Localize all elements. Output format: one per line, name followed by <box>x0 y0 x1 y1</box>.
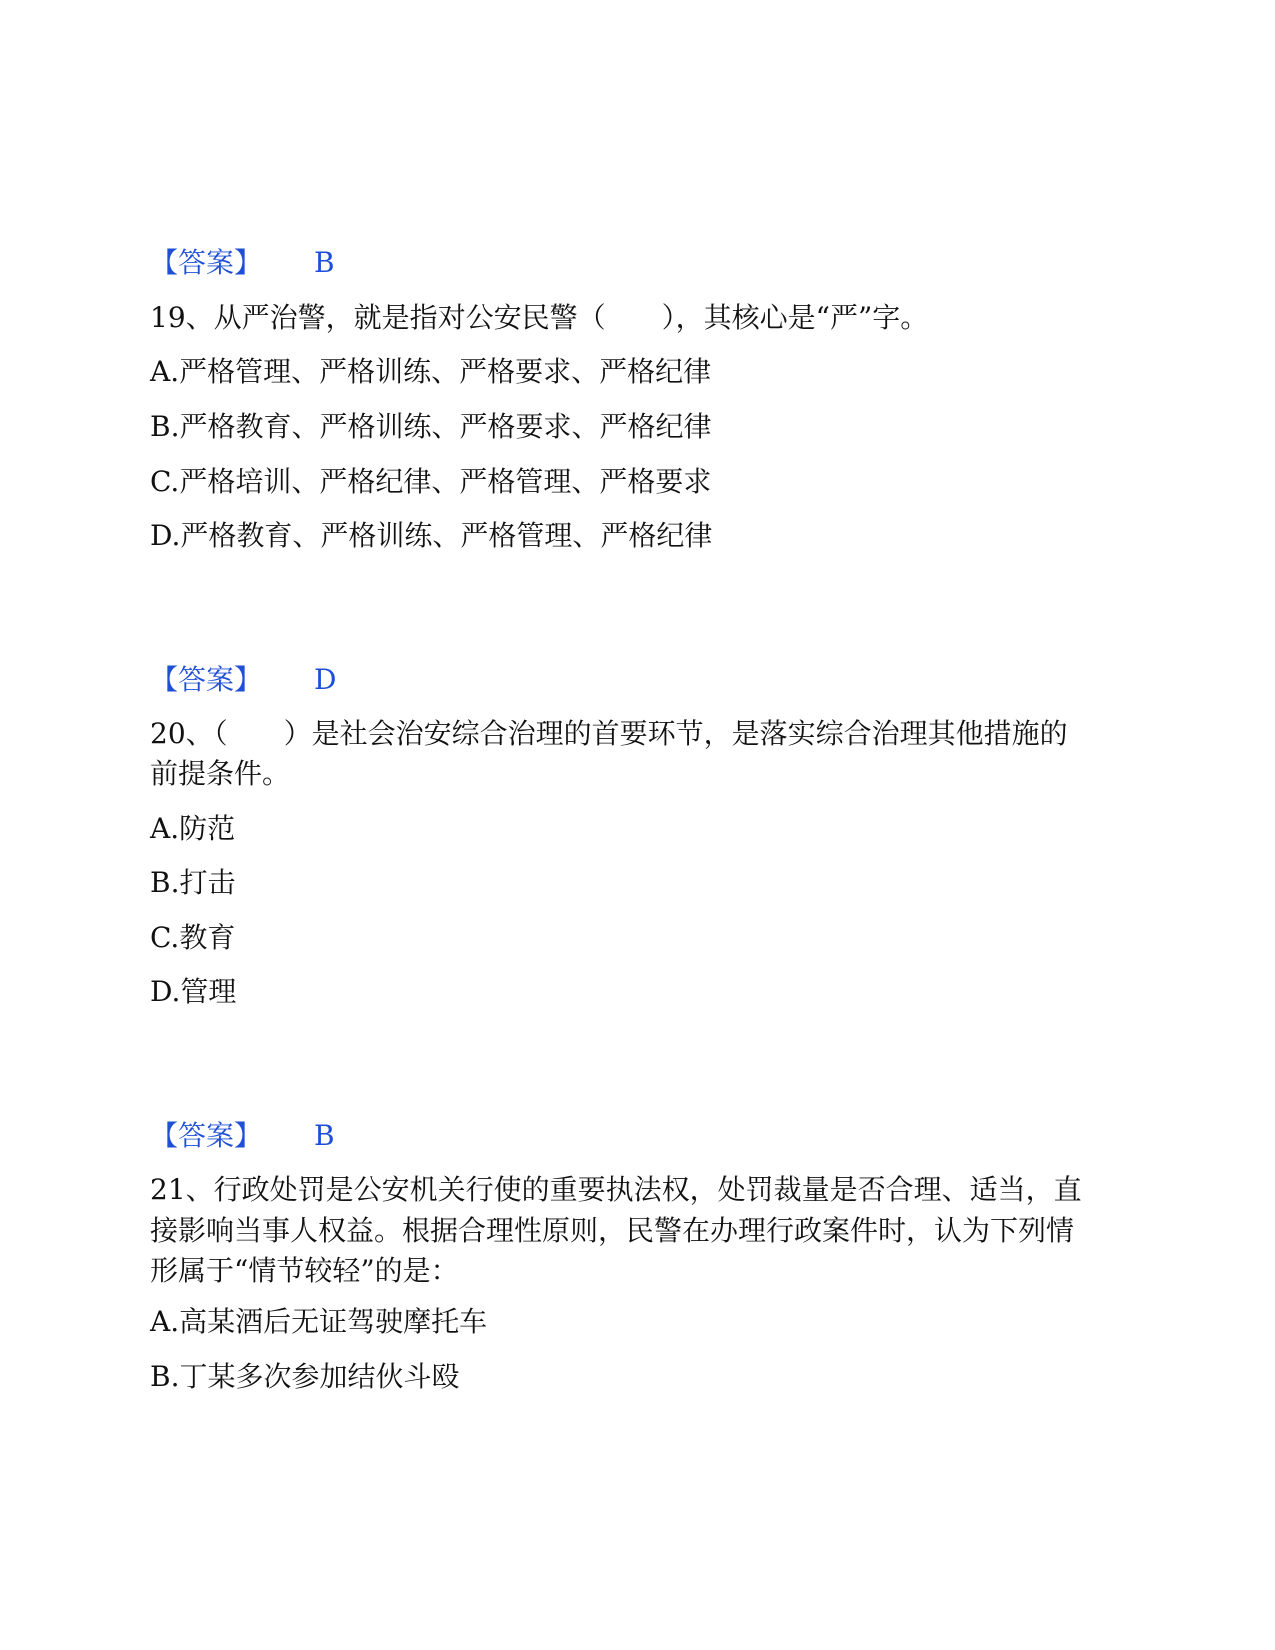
question-19: 19、从严治警，就是指对公安民警（ ），其核心是“严”字。 <box>150 301 929 334</box>
question-21-line-1: 21、行政处罚是公安机关行使的重要执法权，处罚裁量是否合理、适当，直 <box>150 1173 1082 1206</box>
question-20-line-2: 前提条件。 <box>150 757 291 790</box>
q20-option-a: A.防范 <box>150 812 236 845</box>
answer-row-20 <box>150 1116 335 1156</box>
q21-option-a: A.高某酒后无证驾驶摩托车 <box>150 1305 488 1338</box>
q20-option-c: C.教育 <box>150 921 236 954</box>
answer-row-19 <box>150 660 336 700</box>
question-21-line-2: 接影响当事人权益。根据合理性原则，民警在办理行政案件时，认为下列情 <box>150 1214 1075 1247</box>
q19-option-d: D.严格教育、严格训练、严格管理、严格纪律 <box>150 519 713 552</box>
answer-value: B <box>314 1119 335 1152</box>
answer-label: 【答案】 <box>150 663 263 696</box>
q20-option-b: B.打击 <box>150 866 236 899</box>
q19-option-c: C.严格培训、严格纪律、严格管理、严格要求 <box>150 465 712 498</box>
answer-value: D <box>314 663 337 696</box>
q19-option-b: B.严格教育、严格训练、严格要求、严格纪律 <box>150 410 712 443</box>
q20-option-d: D.管理 <box>150 975 237 1008</box>
question-21-line-3: 形属于“情节较轻”的是： <box>150 1254 459 1287</box>
answer-value: B <box>314 246 335 279</box>
q19-option-a: A.严格管理、严格训练、严格要求、严格纪律 <box>150 355 712 388</box>
question-20-line-1: 20、（ ）是社会治安综合治理的首要环节，是落实综合治理其他措施的 <box>150 717 1068 750</box>
answer-label: 【答案】 <box>150 1119 263 1152</box>
answer-label: 【答案】 <box>150 246 263 279</box>
q21-option-b: B.丁某多次参加结伙斗殴 <box>150 1360 460 1393</box>
answer-row-18 <box>150 243 335 283</box>
